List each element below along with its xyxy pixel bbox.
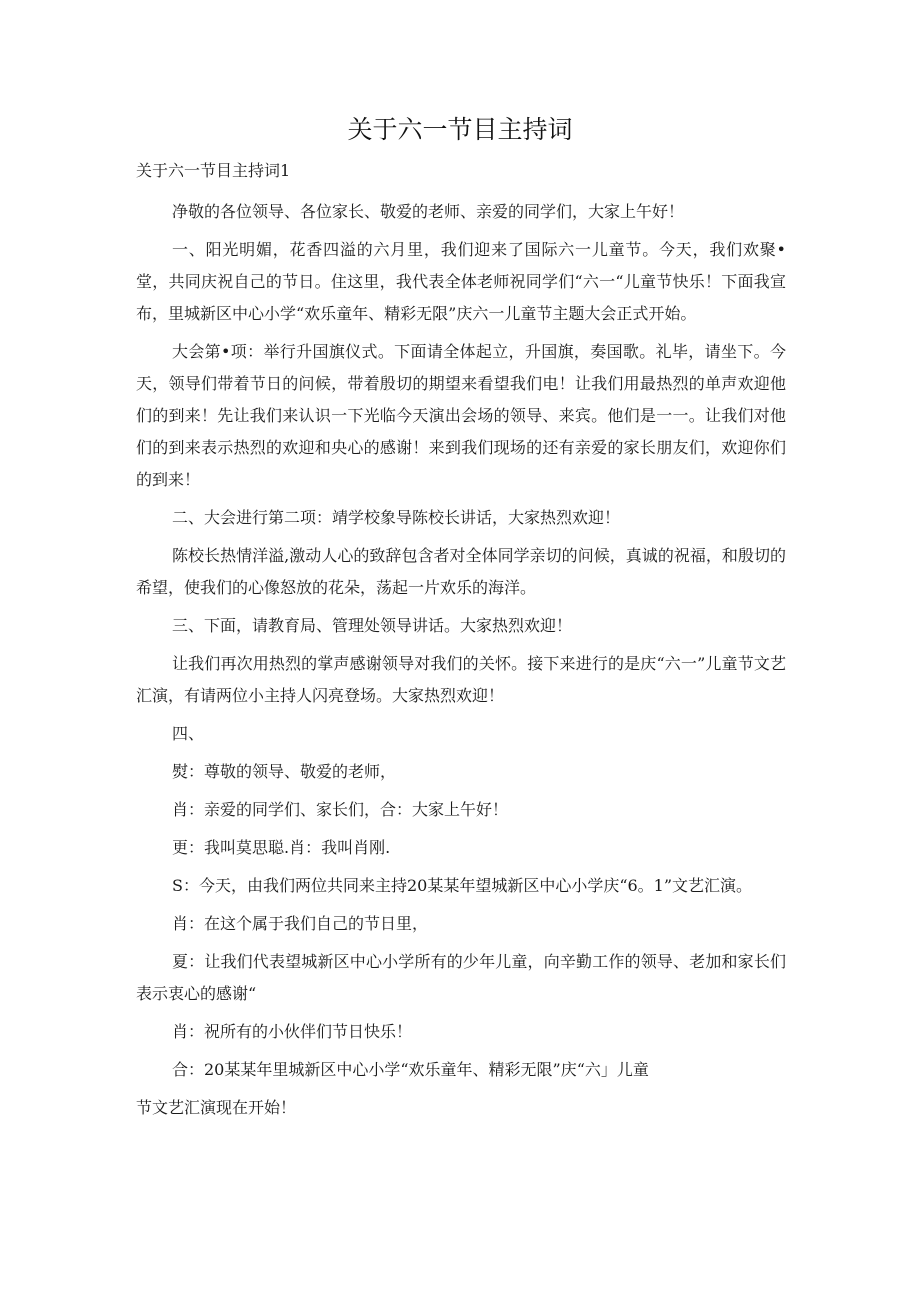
paragraph: 节文艺汇演现在开始！ bbox=[136, 1098, 297, 1117]
paragraph: 让我们再次用热烈的掌声感谢领导对我们的关怀。接下来进行的是庆“六一”儿童节文艺汇演，有请两位小主持人闪亮登场。大家热烈欢迎！ bbox=[136, 654, 786, 705]
paragraph: 三、下面，请教育局、管理处领导讲话。大家热烈欢迎！ bbox=[172, 616, 573, 635]
paragraph: 合：20某某年里城新区中心小学“欢乐童年、精彩无限”庆“六」儿童 bbox=[172, 1060, 649, 1079]
paragraph: 四、 bbox=[172, 724, 205, 743]
paragraph: 净敬的各位领导、各位家长、敬爱的老师、亲爱的同学们，大家上午好！ bbox=[172, 202, 685, 221]
paragraph: 二、大会进行第二项：靖学校象导陈校长讲话，大家热烈欢迎！ bbox=[172, 508, 621, 527]
document-body bbox=[136, 196, 786, 1130]
paragraph: 一、阳光明媚，花香四溢的六月里，我们迎来了国际六一儿童节。今天，我们欢聚•堂，共同庆祝自己的节日。住这里，我代表全体老师祝同学们“六一“儿童节快乐！下面我宣布，里城新区中心小学“欢乐童年、精彩无限”庆六一儿童节主题大会正式开始。 bbox=[136, 240, 786, 323]
paragraph: 肖：在这个属于我们自己的节日里， bbox=[172, 914, 429, 933]
paragraph: 陈校长热情洋溢,激动人心的致辞包含者对全体同学亲切的问候，真诚的祝福，和殷切的希望，使我们的心像怒放的花朵，荡起一片欢乐的海洋。 bbox=[136, 546, 786, 597]
paragraph: 肖：祝所有的小伙伴们节日快乐！ bbox=[172, 1022, 413, 1041]
paragraph: 夏：让我们代表望城新区中心小学所有的少年儿童，向辛勤工作的领导、老加和家长们表示衷心的感谢“ bbox=[136, 952, 786, 1003]
paragraph: S：今天，由我们两位共同来主持20某某年望城新区中心小学庆“6。1”文艺汇演。 bbox=[172, 876, 753, 895]
document-title: 关于六一节目主持词 bbox=[347, 115, 573, 144]
paragraph: 大会第•项：举行升国旗仪式。下面请全体起立，升国旗，奏国歌。礼毕，请坐下。今天，领导们带着节日的问候，带着殷切的期望来看望我们电！让我们用最热烈的单声欢迎他们的到来！先让我们来认识一下光临今天演出会场的领导、来宾。他们是一一。让我们对他们的到来表示热烈的欢迎和央心的感谢！来到我们现场的还有亲爱的家长朋友们，欢迎你们的到来！ bbox=[136, 342, 786, 489]
paragraph: 更：我叫莫思聪.肖：我叫肖刚. bbox=[172, 838, 391, 857]
section-heading: 关于六一节目主持词1 bbox=[136, 161, 291, 180]
paragraph: 肖：亲爱的同学们、家长们，合：大家上午好！ bbox=[172, 800, 509, 819]
paragraph: 熨：尊敬的领导、敬爱的老师， bbox=[172, 762, 397, 781]
